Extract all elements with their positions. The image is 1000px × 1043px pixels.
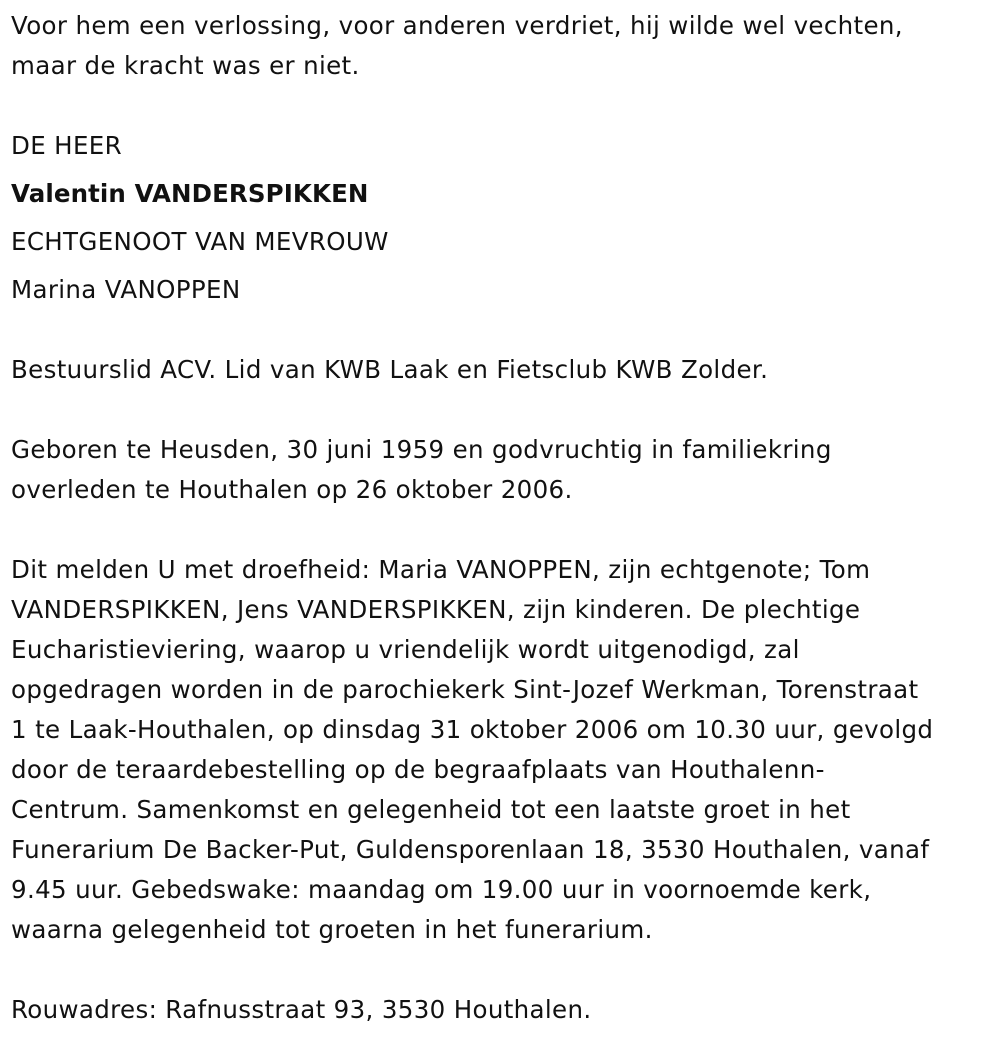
announcement-line: 1 te Laak-Houthalen, op dinsdag 31 oktober 2006 om 10.30 uur, gevolgd — [11, 715, 934, 744]
announcement-line: door de teraardebestelling op de begraafplaats van Houthalenn- — [11, 755, 825, 784]
announcement-line: VANDERSPIKKEN, Jens VANDERSPIKKEN, zijn kinderen. De plechtige — [11, 595, 861, 624]
announcement-line: waarna gelegenheid tot groeten in het funerarium. — [11, 915, 653, 944]
intro-line-1: Voor hem een verlossing, voor anderen verdriet, hij wilde wel vechten, — [11, 11, 903, 40]
announcement-line: Eucharistieviering, waarop u vriendelijk wordt uitgenodigd, zal — [11, 635, 800, 664]
spouse-label: ECHTGENOOT VAN MEVROUW — [11, 227, 389, 256]
birth-line: Geboren te Heusden, 30 juni 1959 en godvruchtig in familiekring — [11, 435, 832, 464]
announcement-line: Centrum. Samenkomst en gelegenheid tot een laatste groet in het — [11, 795, 851, 824]
announcement-line: 9.45 uur. Gebedswake: maandag om 19.00 uur in voornoemde kerk, — [11, 875, 872, 904]
announcement-line: Funerarium De Backer-Put, Guldensporenlaan 18, 3530 Houthalen, vanaf — [11, 835, 930, 864]
intro-line-2: maar de kracht was er niet. — [11, 51, 360, 80]
announcement-line: Dit melden U met droefheid: Maria VANOPPEN, zijn echtgenote; Tom — [11, 555, 871, 584]
deceased-name: Valentin VANDERSPIKKEN — [11, 179, 369, 208]
mourning-address: Rouwadres: Rafnusstraat 93, 3530 Houthalen. — [11, 995, 592, 1024]
death-line: overleden te Houthalen op 26 oktober 2006. — [11, 475, 573, 504]
memberships-text: Bestuurslid ACV. Lid van KWB Laak en Fietsclub KWB Zolder. — [11, 355, 769, 384]
deceased-title: DE HEER — [11, 131, 122, 160]
announcement-line: opgedragen worden in de parochiekerk Sint-Jozef Werkman, Torenstraat — [11, 675, 919, 704]
spouse-name: Marina VANOPPEN — [11, 275, 241, 304]
